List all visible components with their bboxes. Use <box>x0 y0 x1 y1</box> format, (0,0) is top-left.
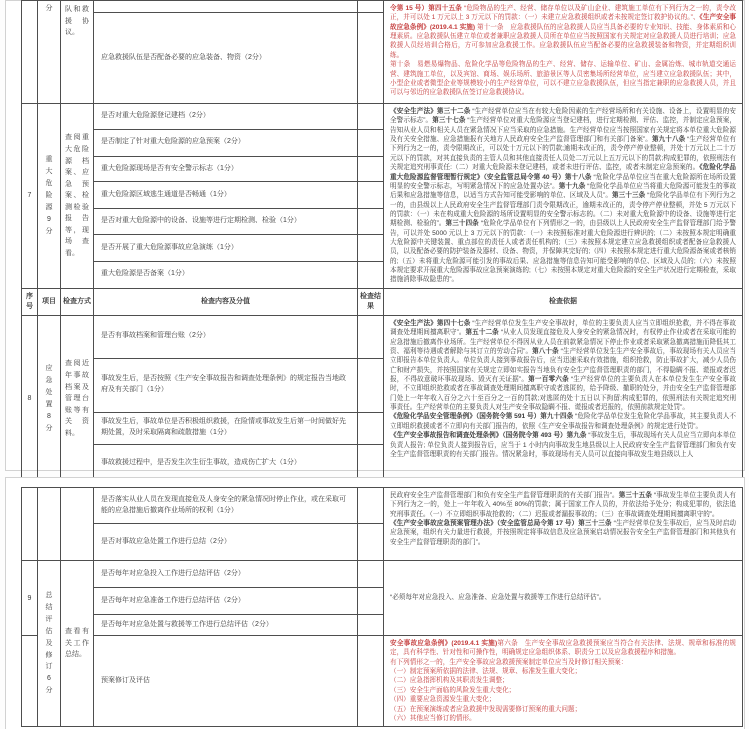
page-1 <box>5 0 745 471</box>
row9-method-cell: 查看有关工作总结。 <box>61 561 94 727</box>
result-cell <box>358 156 384 182</box>
check-item: 重大危险源现场是否有安全警示标志（1分） <box>94 156 358 182</box>
check-item: 是否有事故档案和管理台账（2分） <box>94 315 358 358</box>
result-cell <box>358 358 384 412</box>
result-cell <box>358 588 384 615</box>
col-header-item: 项目 <box>38 288 61 315</box>
check-item: 是否落实从业人员在发现直接危及人身安全的紧急情况时停止作业，或在采取可能的应急措施后撤离作业场所的权利（1分） <box>94 488 358 524</box>
result-cell <box>358 615 384 636</box>
check-item: 重大危险源区域逃生通道是否畅通（1分） <box>94 182 358 209</box>
check-item: 是否每年对应急准备工作进行总结评估（2分） <box>94 588 358 615</box>
row6-no-cell <box>22 1 38 104</box>
check-item: 事故救援过程中，是否发生次生衍生事故，造成伤亡扩大（1分） <box>94 444 358 482</box>
col-header-method: 检查方式 <box>61 288 94 315</box>
inspection-table-page1 <box>21 0 743 483</box>
result-cell <box>358 1 384 13</box>
row6-item-cell: 分 <box>38 1 61 104</box>
page-2 <box>5 477 745 729</box>
result-cell <box>358 261 384 288</box>
row6-basis-cell: 令第 15 号）第四十五条 “危险物品的生产、经营、储存单位以及矿山企业、建筑施工单位有下列行为之一的，责令改正，并可以处 1 万元以上 3 万元以下的罚款：（一）未建立应急救援组织或者未按规定签订救护协议的。”、《生产安全事故应急条例》(2019.4.1 实施) 第十一条 应急救援队伍的应急救援人员应当具备必要的专业知识、技能、身体素质和心理素质。应急救援队伍建立单位或者兼职应急救援人员所在单位应当按照国家有关规定对应急救援人员进行培训；应急救援人员经培训合格后，方可参加应急救援工作。应急救援队伍应当配备必要的应急救援装备和物资，并定期组织训练。 第十条 易燃易爆物品、危险化学品等危险物品的生产、经营、储存、运输单位、矿山、金属冶炼、城市轨道交通运营、建筑施工单位，以及宾馆、商场、娱乐场所、旅游景区等人员密集场所经营单位，应当建立应急救援队伍；其中，小型企业或者微型企业等规模较小的生产经营单位，可以不建立应急救援队伍，但应当指定兼职的应急救援人员，并且可以与邻近的应急救援队伍签订应急救援协议。 <box>384 1 743 104</box>
col-header-basis: 检查依据 <box>384 288 743 315</box>
result-cell <box>358 488 384 524</box>
result-cell <box>358 182 384 209</box>
row8-method-cell: 查阅近年事故档案及管理台账等有关资料。 <box>61 315 94 482</box>
result-cell <box>358 636 384 727</box>
row6-method-cell: 队和救援协议。 <box>61 1 94 104</box>
row8cont-basis-cell: 民政府安全生产监督管理部门和负有安全生产监督管理职责的有关部门报告”。第三十五条 “事故发生单位主要负责人有下列行为之一的，处上一年年收入 40%至 80%的罚款；属于国家工作人员的，并依法给予处分；构成犯罪的，依法追究刑事责任。（一）不立即组织事故抢救的；（二）迟报或者漏报事故的；（三）在事故调查处理期间擅离职守的”。 《生产安全事故应急预案管理办法》（安全监管总局令第 17 号）第三十三条 “生产经营单位发生事故后，应当及时启动应急预案，组织有关力量进行救援，并按照规定将事故信息及应急预案启动情况报告安全生产监督管理部门和其他负有安全生产监督管理职责的部门”。 <box>384 488 743 561</box>
row9-basis-revision-cell: 安全事故应急条例》(2019.4.1 实施)第六条 生产安全事故应急救援预案应当符合有关法律、法规、规章和标准的规定，具有科学性、针对性和可操作性，明确规定应急组织体系、职责分工以及应急救援程序和措施。 有下列情形之一的，生产安全事故应急救援预案制定单位应当及时修订相关预案： （一）制定预案所依据的法律、法规、规章、标准发生重大变化； （二）应急指挥机构及其职责发生调整； （三）安全生产面临的风险发生重大变化； （四）重要应急资源发生重大变化； （五）在预案演练或者应急救援中发现需要修订预案的重大问题； （六）其他应当修订的情形。 <box>384 636 743 727</box>
result-cell <box>358 412 384 444</box>
check-item: 是否对事故应急处置工作进行总结（2分） <box>94 524 358 561</box>
row8-item-cell: 应急处置8分 <box>38 315 61 482</box>
col-header-result: 检查结果 <box>358 288 384 315</box>
row7-no-cell: 7 <box>22 104 38 289</box>
result-cell <box>358 104 384 130</box>
result-cell <box>358 129 384 156</box>
row8cont-no-cell <box>22 488 38 561</box>
row9-basis-summary-cell: “必须每年对应急投入、应急准备、应急处置与救援等工作进行总结评估”。 <box>384 561 743 636</box>
row8cont-method-cell <box>61 488 94 561</box>
check-item: 预案修订及评估 <box>94 636 358 727</box>
check-item: 是否对重大危险源登记建档（2分） <box>94 104 358 130</box>
result-cell <box>358 561 384 588</box>
col-header-no: 序号 <box>22 288 38 315</box>
check-item: 是否对重大危险源中的设备、设施等进行定期检测、检验（1分） <box>94 209 358 235</box>
row9-no-spacer <box>22 636 38 727</box>
row6-check-spacer <box>94 1 358 13</box>
row7-item-cell: 重大危险源9分 <box>38 104 61 289</box>
check-item: 事故发生后，是否按照《生产安全事故报告和调查处理条例》的规定报告当地政府及有关部门（1分） <box>94 358 358 412</box>
check-item: 是否每年对应急投入工作进行总结评估（2分） <box>94 561 358 588</box>
check-item: 是否开展了重大危险源事故应急演练（1分） <box>94 235 358 262</box>
result-cell <box>358 315 384 358</box>
row8-basis-cell: 《安全生产法》第四十七条 “生产经营单位发生生产安全事故时，单位的主要负责人应当立即组织抢救，并不得在事故调查处理期间擅离职守”。第五十二条 “从业人员发现直接危及人身安全的紧急情况时，有权停止作业或者在采取可能的应急措施后撤离作业场所。生产经营单位不得因从业人员在前款紧急情况下停止作业或者采取紧急撤离措施而降低其工资、福利等待遇或者解除与其订立的劳动合同”。第八十条 “生产经营单位发生生产安全事故后，事故现场有关人员应当立即报告本单位负责人。单位负责人接到事故报告后，应当迅速采取有效措施，组织抢救，防止事故扩大，减少人员伤亡和财产损失，并按照国家有关规定立即如实报告当地负有安全生产监督管理职责的部门，不得隐瞒不报、谎报或者迟报，不得故意破坏事故现场、毁灭有关证据”。第一百零六条 “生产经营单位的主要负责人在本单位发生生产安全事故时，不立即组织抢救或者在事故调查处理期间擅离职守或者逃匿的，给予降级、撤职的处分，并由安全生产监督管理部门处上一年年收入百分之六十至百分之一百的罚款;对逃匿的处十五日以下拘留;构成犯罪的，依照刑法有关规定追究刑事责任。生产经营单位的主要负责人对生产安全事故隐瞒不报、谎报或者迟报的，依照前款规定处罚”。 《危险化学品安全管理条例》（国务院令第 591 号）第九十四条 “危险化学品单位发生危险化学品事故，其主要负责人不立即组织救援或者不立即向有关部门报告的，依照《生产安全事故报告和调查处理条例》的规定进行处罚”。 《生产安全事故报告和调查处理条例》（国务院令第 493 号）第九条 “事故发生后，事故现场有关人员应当立即向本单位负责人报告; 单位负责人接到报告后，应当于 1 小时内向事故发生地县级以上人民政府安全生产监督管理部门和负有安全生产监督管理职责的有关部门报告。情况紧急时，事故现场有关人员可以直接向事故发生地县级以上人 <box>384 315 743 482</box>
inspection-table-page2 <box>21 487 743 727</box>
check-item: 重大危险源是否备案（1分） <box>94 261 358 288</box>
col-header-content: 检查内容及分值 <box>94 288 358 315</box>
result-cell <box>358 524 384 561</box>
check-item: 应急救援队伍是否配备必要的应急装备、物资（2分） <box>94 13 358 104</box>
check-item: 事故发生后，事故单位是否积极组织救援，在险情或事故发生后第一时间做好先期处置，及时采取隔离和疏散措施（1分） <box>94 412 358 444</box>
row7-basis-cell: 《安全生产法》第三十二条 “生产经营单位应当在有较大危险因素的生产经营场所和有关设施、设备上，设置明显的安全警示标志”。第三十七条 “生产经营单位对重大危险源应当登记建档，进行定期检测、评估、监控，并制定应急预案，告知从业人员和相关人员在紧急情况下应当采取的应急措施。生产经营单位应当按照国家有关规定将本单位重大危险源及有关安全措施、应急措施报有关地方人民政府安全生产监督管理部门和有关部门备案”。第九十八条 “生产经营单位有下列行为之一的，责令限期改正，可以处十万元以下的罚款;逾期未改正的，责令停产停业整顿，并处十万元以上二十万元以下的罚款，对其直接负责的主管人员和其他直接责任人员处二万元以上五万元以下的罚款;构成犯罪的，依照刑法有关规定追究刑事责任:（二）对重大危险源未登记建档，或者未进行评估、监控，或者未制定应急预案的。《危险化学品重大危险源监督管理暂行规定》（安全监管总局令第 40 号）第十八条 “危险化学品单位应当在重大危险源所在场所设置明显的安全警示标志，写明紧急情况下的应急处置办法”。第十九条 “危险化学品单位应当将重大危险源可能发生的事故后果和应急措施等信息，以适当方式告知可能受影响的单位、区域及人员”。第三十三条 “危险化学品单位有下列行为之一的，由县级以上人民政府安全生产监督管理部门责令限期改正，逾期未改正的，责令停产停业整顿，并处 5 万元以下的罚款：（一）未在构成重大危险源的场所设置明显的安全警示标志的。（二）未对重大危险源中的设备、设施等进行定期检测、检验的”。第三十四条 “危险化学品单位有下列情形之一的，由县级以上人民政府安全生产监督管理部门给予警告，可以并处 5000 元以上 3 万元以下的罚款：（一）未按照标准对重大危险源进行辨识的;（二）未按照本规定明确重大危险源中关键装置、重点部位的责任人或者责任机构的;（三）未按照本规定建立应急救援组织或者配备应急救援人员，以及配备必要的防护装备及器材、设备、物资，并保障其完好的;（四）未按照本规定进行重大危险源备案或者核销的;（五）未将重大危险源可能引发的事故后果、应急措施等信息告知可能受影响的单位、区域及人员的;（六）未按照本规定要求开展重大危险源事故应急预案演练的;（七）未按照本规定对重大危险源的安全生产状况进行定期检查，采取措施消除事故隐患的”。 <box>384 104 743 289</box>
row9-no-cell: 9 <box>22 561 38 636</box>
row8-no-cell: 8 <box>22 315 38 482</box>
result-cell <box>358 235 384 262</box>
check-item: 是否制定了针对重大危险源的应急预案（2分） <box>94 129 358 156</box>
result-cell <box>358 13 384 104</box>
check-item: 是否每年对应急处置与救援等工作进行总结评估（2分） <box>94 615 358 636</box>
row7-method-cell: 查阅重大危险源档案、应急预案、检测检验报告等，现场查看。 <box>61 104 94 289</box>
row8cont-item-cell <box>38 488 61 561</box>
row9-item-cell: 总结评估及修订6分 <box>38 561 61 727</box>
result-cell <box>358 209 384 235</box>
